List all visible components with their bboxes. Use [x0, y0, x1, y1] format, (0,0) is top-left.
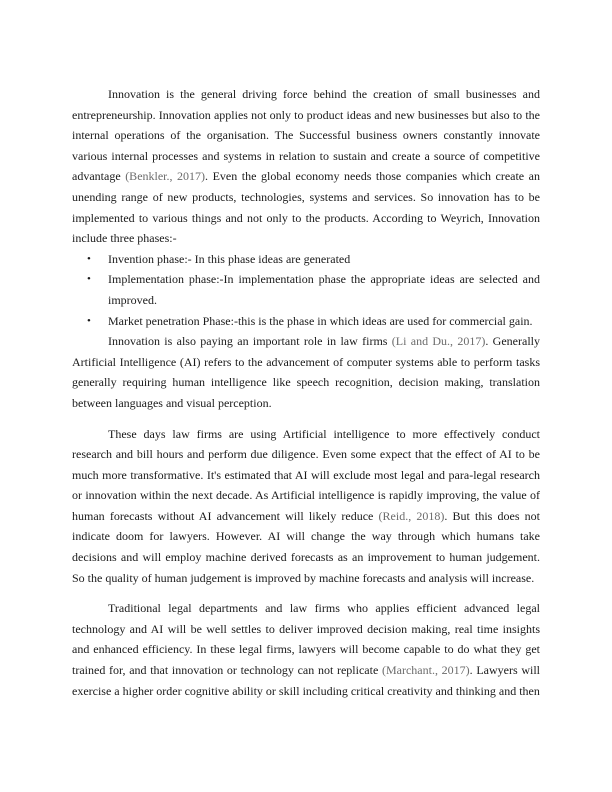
- paragraph-text: Innovation is also paying an important role in law firms: [108, 334, 392, 349]
- bullet-icon: •: [87, 314, 91, 327]
- citation: (Benkler., 2017): [125, 169, 206, 184]
- paragraph-text: Innovation is the general driving force behind the creation of small businesses and entrepreneurship. Innovation applies not only to product ideas and new businesses but also to the internal operations of the organisation. The Successful business owners constantly innovate various internal processes and systems in relation to sustain and create a source of competitive advantage: [72, 87, 540, 184]
- list-item: [72, 249, 540, 270]
- paragraph-text: . Lawyers will exercise a higher order cognitive ability or skill including critical creativity and thinking and then: [72, 663, 540, 698]
- paragraph-text: . But this does not indicate doom for lawyers. However. AI will change the way through which humans take decisions and will employ machine derived forecasts as an improvement to human judgement. So the quality of human judgement is improved by machine forecasts and analysis will increase.: [72, 508, 541, 585]
- paragraph-text: . Even the global economy needs those companies which create an unending range of new products, technologies, systems and services. So innovation has to be implemented to various things and not only to the products. According to Weyrich, Innovation include three phases:-: [72, 169, 540, 246]
- bullet-icon: •: [87, 273, 91, 286]
- list-item-text: Market penetration Phase:-this is the phase in which ideas are used for commercial gain.: [108, 313, 533, 328]
- list-item: [72, 311, 540, 332]
- list-item-text: Invention phase:- In this phase ideas are generated: [108, 251, 351, 266]
- citation: (Marchant., 2017): [381, 663, 470, 678]
- paragraph-text: These days law firms are using Artificial intelligence to more effectively conduct research and bill hours and perform due diligence. Even some expect that the effect of AI to be much more transformative. It's estimated that AI will exclude most legal and para-legal research or innovation within the next decade. As Artificial intelligence is rapidly improving, the value of human forecasts without AI advancement will likely reduce: [72, 426, 540, 523]
- paragraph-innovation-intro: [72, 84, 540, 249]
- paragraph-law-firms: [72, 331, 540, 413]
- paragraph-legal-departments: [72, 598, 540, 701]
- list-item: [72, 269, 540, 310]
- document-page: [72, 84, 540, 701]
- bullet-icon: •: [87, 252, 91, 265]
- paragraph-ai-usage: [72, 424, 540, 589]
- citation: (Li and Du., 2017): [391, 334, 486, 349]
- citation: (Reid., 2018): [378, 508, 445, 523]
- innovation-phases-list: [72, 249, 540, 331]
- paragraph-text: Traditional legal departments and law firms who applies efficient advanced legal technology and AI will be well settles to deliver improved decision making, real time insights and enhanced efficiency. In these legal firms, lawyers will become capable to do what they get trained for, and that innovation or technology can not replicate: [72, 601, 540, 678]
- paragraph-text: . Generally Artificial Intelligence (AI) refers to the advancement of computer systems able to perform tasks generally requiring human intelligence like speech recognition, decision making, translation between languages and visual perception.: [72, 334, 540, 410]
- list-item-text: Implementation phase:-In implementation phase the appropriate ideas are selected and improved.: [108, 272, 540, 307]
